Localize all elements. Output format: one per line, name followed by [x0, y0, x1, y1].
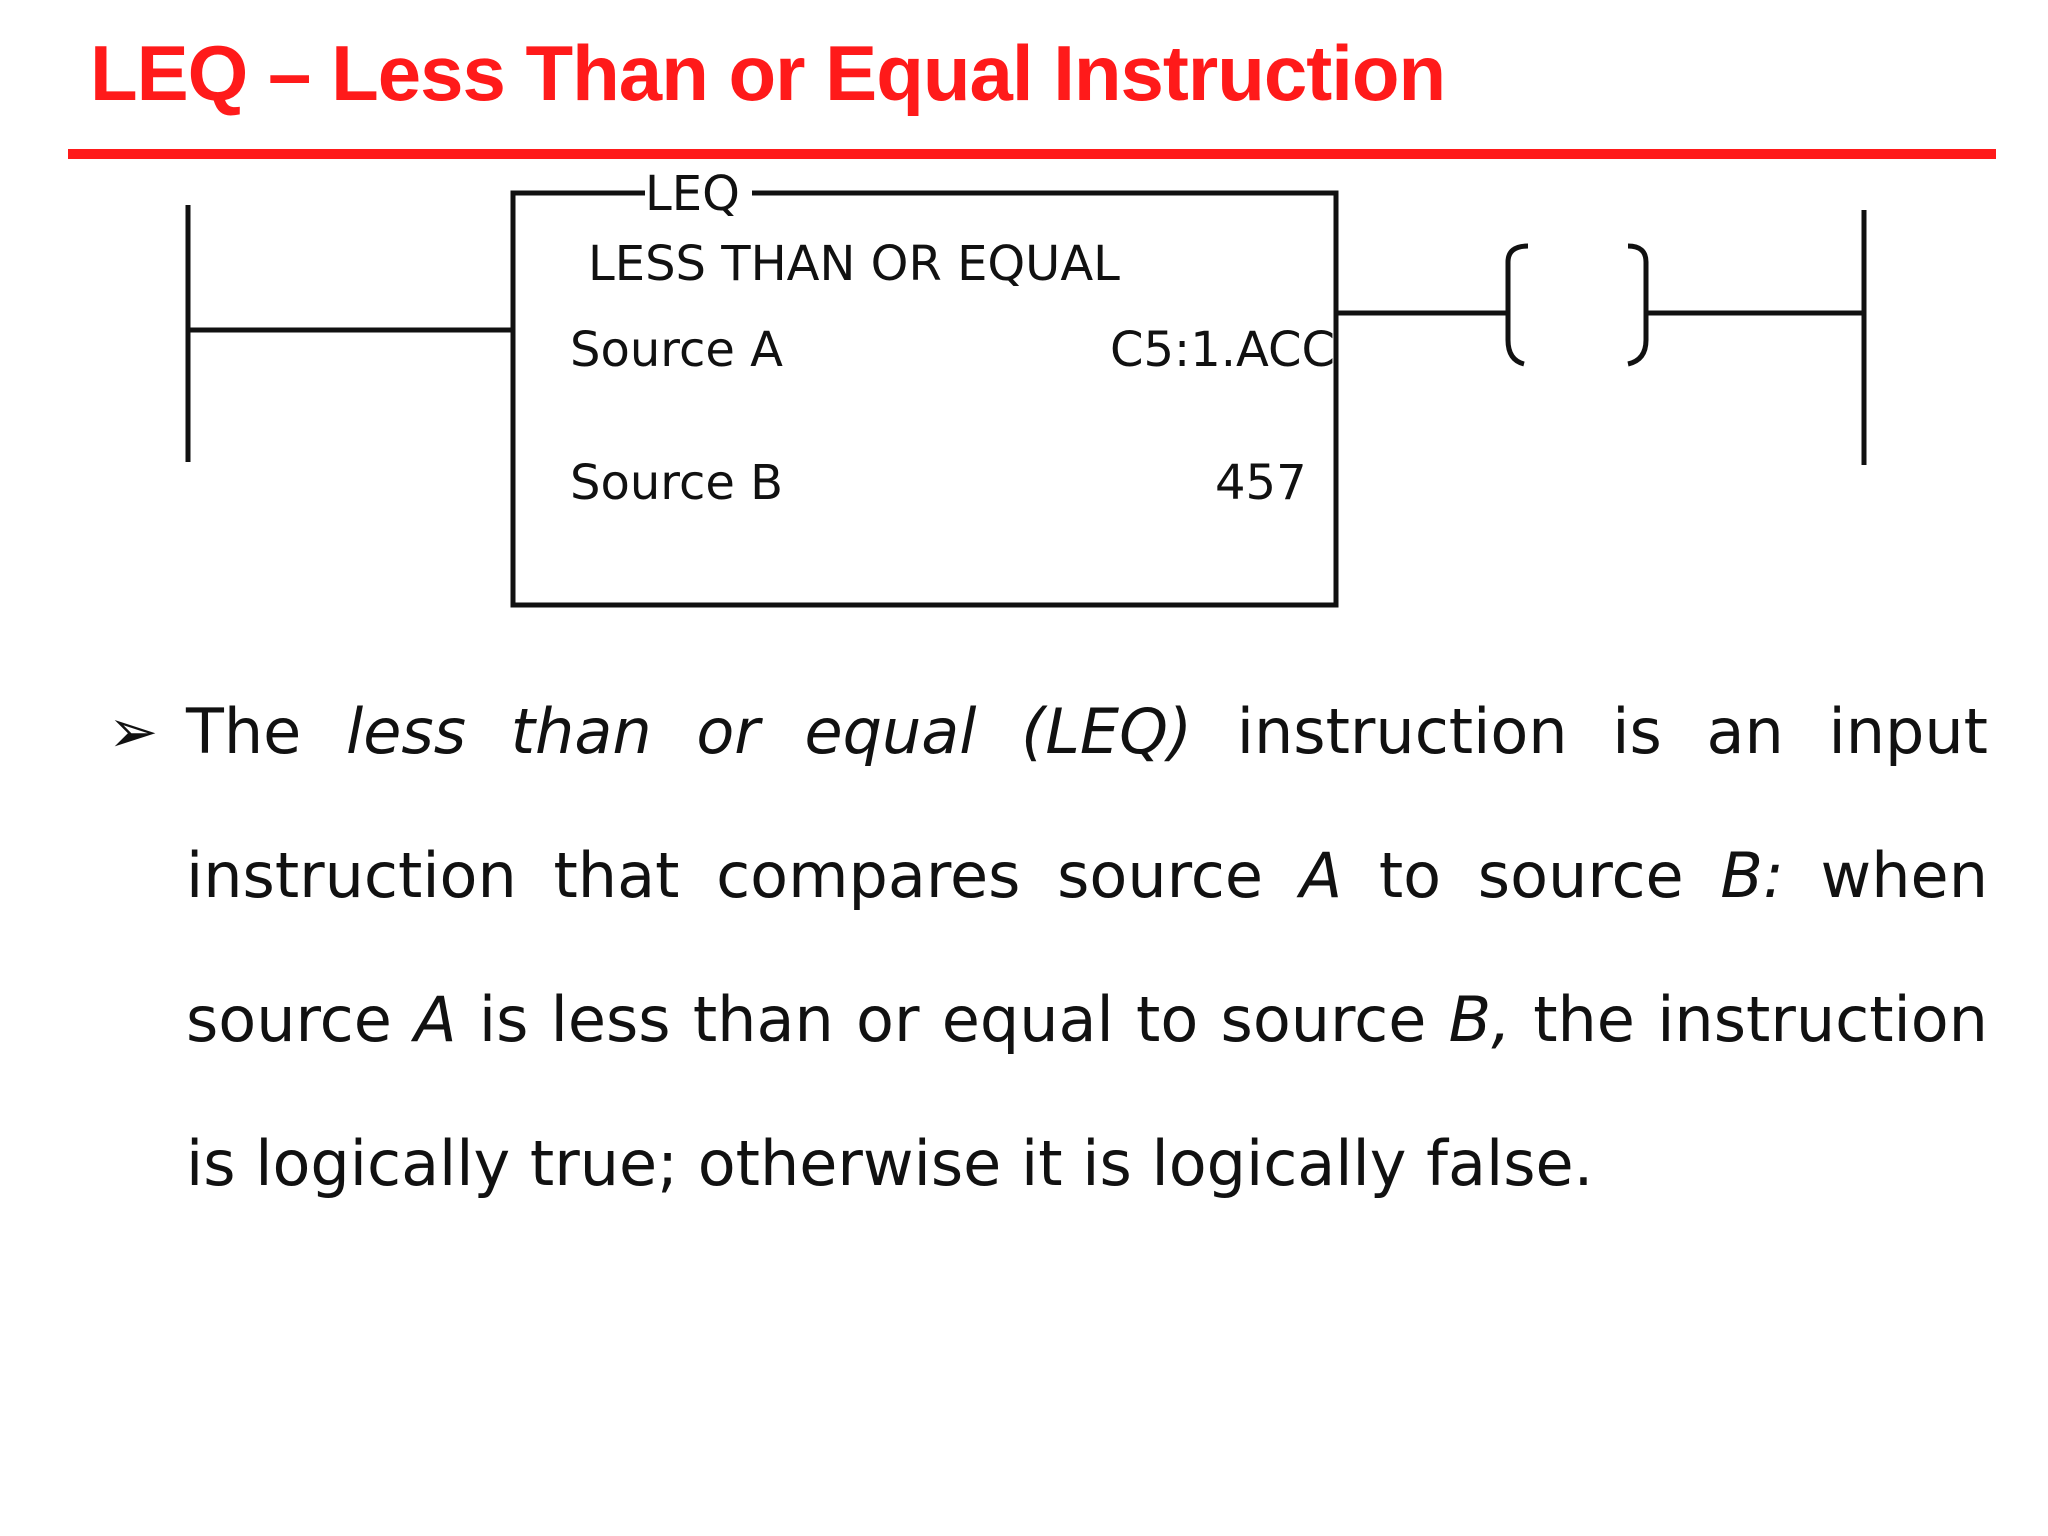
source-a-value: C5:1.ACC: [1110, 322, 1336, 378]
block-name-label: LEQ: [645, 166, 752, 222]
source-a-label: Source A: [570, 322, 783, 378]
source-b-value: 457: [1215, 455, 1307, 511]
description-bullet: [108, 660, 1988, 1236]
source-b-label: Source B: [570, 455, 784, 511]
arrow-bullet-icon: ➢: [108, 697, 159, 767]
output-coil-icon: [1508, 246, 1646, 364]
bullet-text: The less than or equal (LEQ) instruction is an input instruction that compares source A to source B: when source A is less than or equal to source B, the instruction is logically true; otherwise it is logically false.: [186, 695, 1988, 1200]
page-title: LEQ – Less Than or Equal Instruction: [90, 29, 1446, 117]
block-description: LESS THAN OR EQUAL: [588, 236, 1120, 292]
ladder-rung-diagram: [0, 0, 2048, 640]
